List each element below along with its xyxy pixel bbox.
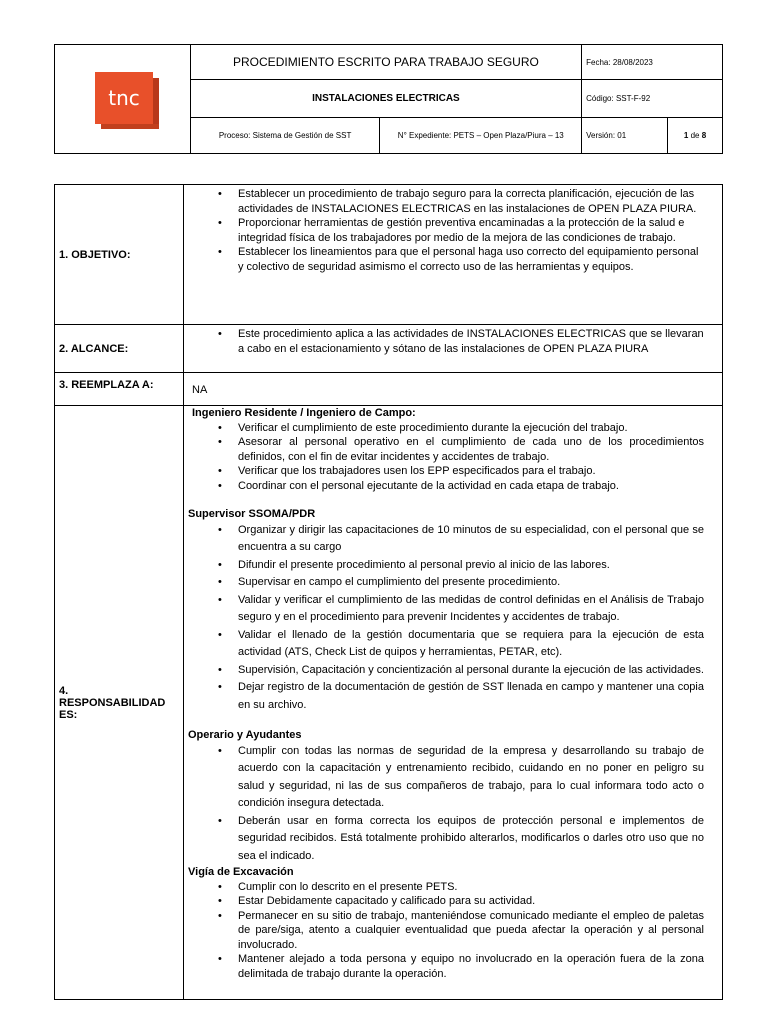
list-item: • Deberán usar en forma correcta los equipos de protección personal e implementos de seguridad recibidos. Está totalmente prohibido alterarlos, modificarlos o darles otro uso que no sea el indicado. — [188, 813, 704, 866]
alcance-label: 2. ALCANCE: — [55, 325, 184, 373]
residente-title: Ingeniero Residente / Ingeniero de Campo: — [192, 407, 416, 419]
list-item: • Mantener alejado a toda persona y equipo no involucrado en la operación fuera de la zona delimitada de trabajo durante la operación. — [188, 952, 704, 981]
page-number: 1 de 8 — [668, 118, 723, 154]
objetivo-content — [184, 185, 723, 325]
vigia-title: Vigía de Excavación — [188, 866, 294, 878]
list-item: • Supervisar en campo el cumplimiento del presente procedimiento. — [188, 574, 704, 592]
codigo: Código: SST-F-92 — [582, 80, 723, 118]
list-item: • Verificar que los trabajadores usen los EPP especificados para el trabajo. — [188, 464, 704, 479]
list-item: • Establecer un procedimiento de trabajo seguro para la correcta planificación, ejecución de las actividades de INSTALACIONES ELECTRICAS en las instalaciones de OPEN PLAZA PIURA. — [188, 187, 704, 216]
supervisor-title: Supervisor SSOMA/PDR — [188, 508, 316, 520]
operario-title: Operario y Ayudantes — [188, 729, 302, 741]
list-item: • Estar Debidamente capacitado y calificado para su actividad. — [188, 894, 704, 909]
objetivo-row — [55, 185, 723, 325]
proceso: Proceso: Sistema de Gestión de SST — [190, 118, 380, 154]
list-item: • Este procedimiento aplica a las actividades de INSTALACIONES ELECTRICAS que se llevaran a cabo en el estacionamiento y sótano de las instalaciones de OPEN PLAZA PIURA — [188, 327, 704, 356]
list-item: • Establecer los lineamientos para que el personal haga uso correcto del equipamiento personal y colectivo de seguridad asimismo el correcto uso de las herramientas y equipos. — [188, 245, 704, 274]
reemplaza-value: NA — [184, 373, 723, 406]
responsabilidades-content — [184, 406, 723, 1000]
logo-text: tnc — [108, 86, 140, 110]
list-item: • Validar el llenado de la gestión documentaria que se requiera para la ejecución de esta actividad (ATS, Check List de quipos y herramientas, PETAR, etc). — [188, 627, 704, 662]
list-item: • Verificar el cumplimiento de este procedimiento durante la ejecución del trabajo. — [188, 421, 704, 436]
list-item: • Asesorar al personal operativo en el cumplimiento de cada uno de los procedimientos definidos, con el fin de evitar incidentes y accidentes de trabajo. — [188, 435, 704, 464]
alcance-content — [184, 325, 723, 373]
list-item: • Coordinar con el personal ejecutante de la actividad en cada etapa de trabajo. — [188, 479, 704, 494]
logo-cell — [55, 45, 191, 154]
tnc-logo — [95, 72, 159, 129]
list-item: • Difundir el presente procedimiento al personal previo al inicio de las labores. — [188, 557, 704, 575]
responsabilidades-label: 4. RESPONSABILIDAD ES: — [55, 406, 184, 1000]
reemplaza-row — [55, 373, 723, 406]
reemplaza-label: 3. REEMPLAZA A: — [55, 373, 184, 406]
fecha: Fecha: 28/08/2023 — [582, 45, 723, 80]
list-item: • Cumplir con lo descrito en el presente PETS. — [188, 880, 704, 895]
alcance-row — [55, 325, 723, 373]
list-item: • Supervisión, Capacitación y concientización al personal durante la ejecución de las actividades. — [188, 662, 704, 680]
list-item: • Cumplir con todas las normas de seguridad de la empresa y desarrollando su trabajo de acuerdo con la capacitación y entrenamiento recibido, cuidando en no poner en peligro su salud y seguridad, ni las de sus compañeros de trabajo, para lo cual informara todo acto o condición insegura detectada. — [188, 743, 704, 813]
procedure-table — [54, 184, 723, 1000]
version: Versión: 01 — [582, 118, 668, 154]
list-item: • Validar y verificar el cumplimiento de las medidas de control definidas en el Análisis de Trabajo seguro y en el procedimiento para prevenir Incidentes y accidentes de trabajo. — [188, 592, 704, 627]
list-item: • Organizar y dirigir las capacitaciones de 10 minutos de su especialidad, con el personal que se encuentra a su cargo — [188, 522, 704, 557]
document-subtitle: INSTALACIONES ELECTRICAS — [190, 80, 581, 118]
list-item: • Proporcionar herramientas de gestión preventiva encaminadas a la protección de la salud e integridad física de los trabajadores por medio de la mejora de las condiciones de trabajo. — [188, 216, 704, 245]
list-item: • Dejar registro de la documentación de gestión de SST llenada en campo y mantener una copia en su archivo. — [188, 679, 704, 714]
document-header — [54, 44, 723, 154]
expediente: N° Expediente: PETS – Open Plaza/Piura – 13 — [380, 118, 582, 154]
objetivo-label: 1. OBJETIVO: — [55, 185, 184, 325]
document-title: PROCEDIMIENTO ESCRITO PARA TRABAJO SEGURO — [190, 45, 581, 80]
responsabilidades-row — [55, 406, 723, 1000]
list-item: • Permanecer en su sitio de trabajo, manteniéndose comunicado mediante el empleo de paletas de pare/siga, atento a cualquier eventualidad que pueda afectar la operación y al personal involucrado. — [188, 909, 704, 953]
